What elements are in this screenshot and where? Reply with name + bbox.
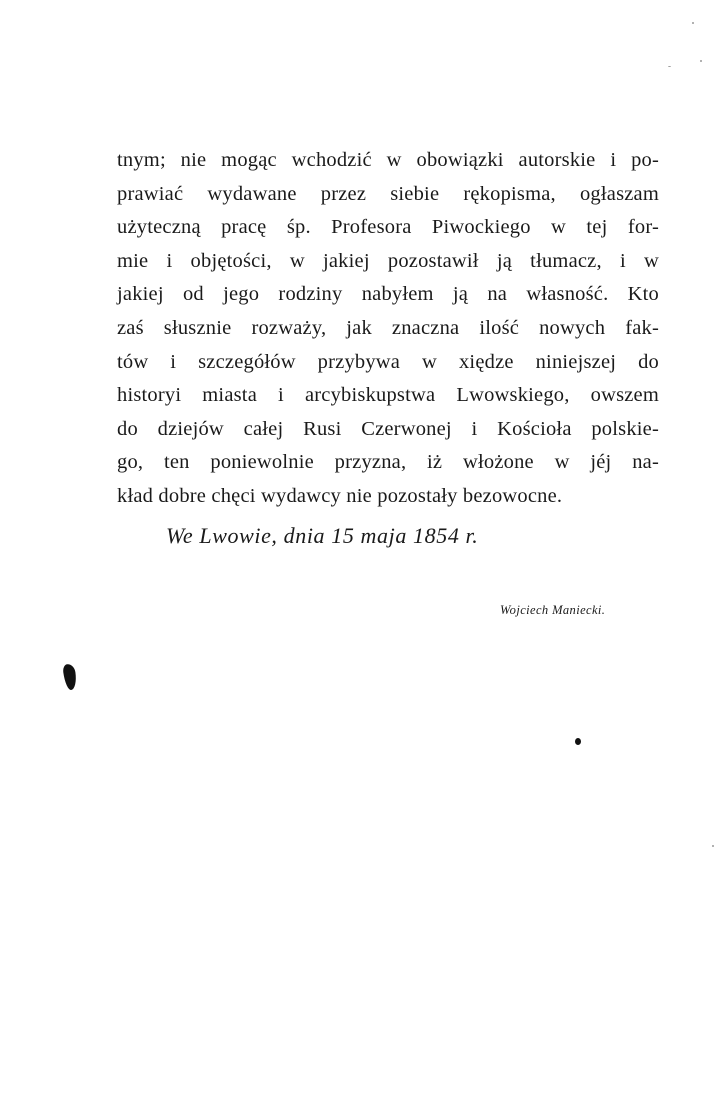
text-line: prawiać wydawane przez siebie rękopisma, ogłaszam [117, 182, 659, 205]
ink-dot-mark [575, 738, 581, 745]
dateline: We Lwowie, dnia 15 maja 1854 r. [166, 523, 479, 548]
paper-speck [700, 60, 702, 62]
text-line: jakiej od jego rodziny nabyłem ją na własność. Kto [117, 283, 659, 306]
paper-speck [712, 845, 714, 847]
text-line: kład dobre chęci wydawcy nie pozostały bezowocne. [117, 484, 563, 507]
text-line: użyteczną pracę śp. Profesora Piwockiego w tej for- [117, 216, 659, 239]
signature: Wojciech Maniecki. [500, 603, 606, 617]
text-line: go, ten poniewolnie przyzna, iż włożone w jéj na- [117, 451, 659, 474]
text-line: tów i szczegółów przybywa w xiędze niniejszej do [117, 350, 659, 373]
paper-speck [692, 22, 694, 24]
body-paragraph [117, 144, 659, 514]
text-line: mie i objętości, w jakiej pozostawił ją tłumacz, i w [117, 249, 659, 272]
ink-blot-mark [62, 663, 78, 690]
text-line: zaś słusznie rozważy, jak znaczna ilość nowych fak- [117, 316, 659, 339]
text-line: historyi miasta i arcybiskupstwa Lwowskiego, owszem [117, 384, 659, 407]
paper-speck [668, 66, 671, 67]
text-line: do dziejów całej Rusi Czerwonej i Kościoła polskie- [117, 417, 659, 440]
text-line: tnym; nie mogąc wchodzić w obowiązki autorskie i po- [117, 149, 659, 171]
